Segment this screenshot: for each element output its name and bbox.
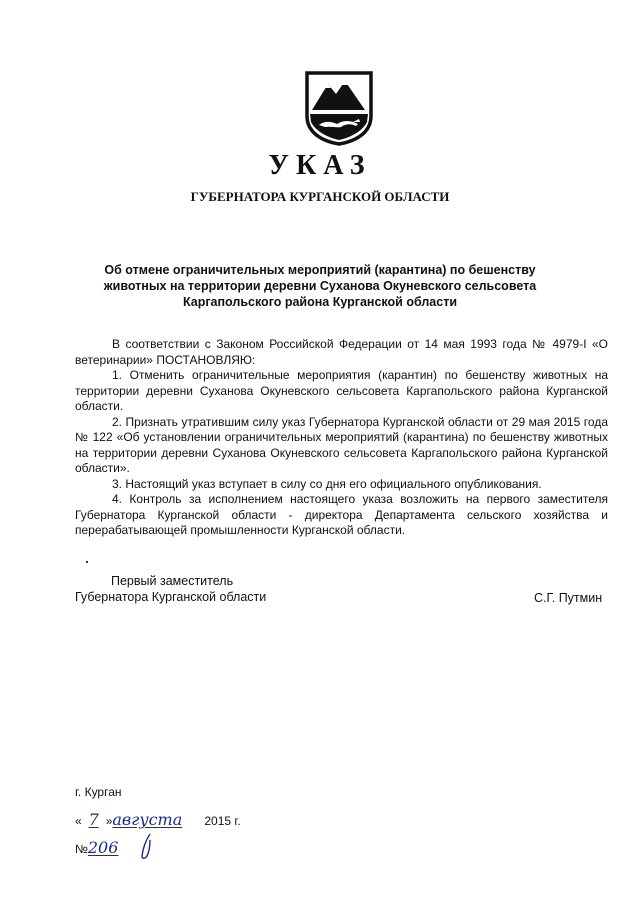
issue-city: г. Курган [75,785,122,799]
heading-line: Об отмене ограничительных мероприятий (карантина) по бешенству [104,263,536,277]
heading-line: животных на территории деревни Суханова Окуневского сельсовета [103,279,537,293]
signatory-position [75,573,266,605]
decree-number [75,838,134,857]
date-day: 7 [88,810,99,829]
number-value: 206 [87,838,119,857]
date-year: 2015 г. [204,814,241,828]
handwritten-stroke-icon [138,832,156,862]
date-close-quote: » [105,814,113,828]
date-open-quote: « [75,814,82,828]
body-paragraph: 1. Отменить ограничительные мероприятия (карантин) по бешенству животных на территории деревни Суханова Окуневского сельсовета Каргапольского района Курганской области. [75,368,608,413]
document-title: УКАЗ [268,150,372,181]
date-month: августа [112,810,183,829]
heading-line: Каргапольского района Курганской области [182,295,458,309]
coat-of-arms-icon [303,70,375,146]
signatory-name: С.Г. Путмин [534,591,603,605]
decree-body [75,337,608,539]
body-paragraph: 4. Контроль за исполнением настоящего указа возложить на первого заместителя Губернатора Курганской области - директора Департамента сельского хозяйства и перерабатывающей промышленности Курганской области. [75,492,608,537]
body-paragraph: 3. Настоящий указ вступает в силу со дня его официального опубликования. [112,476,542,491]
signatory-position-line2: Губернатора Курганской области [75,590,267,604]
signatory-position-line1: Первый заместитель [111,574,234,588]
scan-dot [86,561,88,563]
decree-heading [100,262,540,310]
body-paragraph: 2. Признать утратившим силу указ Губернатора Курганской области от 29 мая 2015 года № 122 «Об установлении ограничительных мероприятий (карантина) по бешенству животных на территории деревни Суханова Окуневского сельсовета Каргапольского района Курганской области». [75,414,608,475]
body-paragraph: В соответствии с Законом Российской Федерации от 14 мая 1993 года № 4979-I «О ветеринарии» ПОСТАНОВЛЯЮ: [75,337,608,367]
issue-date [75,810,241,829]
document-issuer: ГУБЕРНАТОРА КУРГАНСКОЙ ОБЛАСТИ [190,189,450,204]
number-prefix: № [75,842,88,856]
